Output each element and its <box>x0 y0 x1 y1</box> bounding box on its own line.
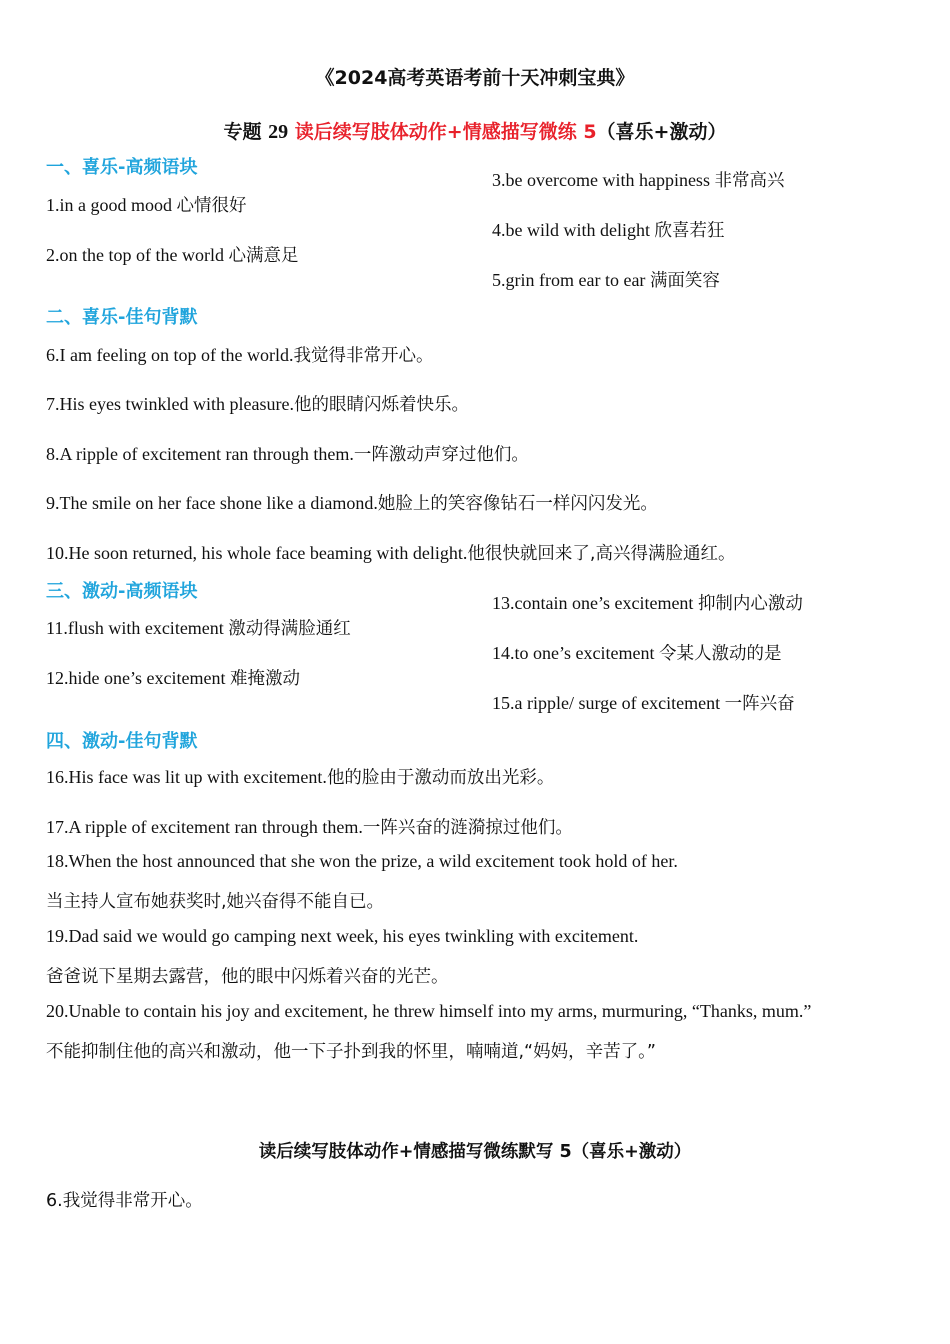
topic-suffix: （喜乐+激动） <box>596 121 727 143</box>
dictation-title: 读后续写肢体动作+情感描写微练默写 5（喜乐+激动） <box>258 1142 692 1162</box>
list-item: 8.A ripple of excitement ran through them.一阵激动声穿过他们。 <box>46 444 529 465</box>
list-item: 7.His eyes twinkled with pleasure.他的眼睛闪烁着快乐。 <box>46 394 469 415</box>
list-item-zh: 当主持人宣布她获奖时,她兴奋得不能自已。 <box>46 892 385 912</box>
topic-number: 29 <box>268 121 289 143</box>
section-heading-joy-phrases: 一、喜乐-高频语块 <box>46 157 198 178</box>
page-title: 《2024高考英语考前十天冲刺宝典》 <box>315 67 635 89</box>
list-item: 9.The smile on her face shone like a diamond.她脸上的笑容像钻石一样闪闪发光。 <box>46 493 658 514</box>
list-item: 13.contain one’s excitement 抑制内心激动 <box>492 593 803 614</box>
list-item: 12.hide one’s excitement 难掩激动 <box>46 668 300 689</box>
list-item: 15.a ripple/ surge of excitement 一阵兴奋 <box>492 693 795 714</box>
list-item: 2.on the top of the world 心满意足 <box>46 245 299 266</box>
list-item: 5.grin from ear to ear 满面笑容 <box>492 270 720 291</box>
section-heading-excitement-phrases: 三、激动-高频语块 <box>46 581 198 602</box>
list-item: 17.A ripple of excitement ran through them.一阵兴奋的涟漪掠过他们。 <box>46 817 573 838</box>
dictation-item: 6.我觉得非常开心。 <box>46 1191 203 1211</box>
topic-prefix: 专题 <box>223 121 262 143</box>
list-item-zh: 不能抑制住他的高兴和激动，他一下子扑到我的怀里，喃喃道,“妈妈，辛苦了。” <box>46 1042 656 1062</box>
list-item: 16.His face was lit up with excitement.他的脸由于激动而放出光彩。 <box>46 767 555 788</box>
list-item: 10.He soon returned, his whole face beaming with delight.他很快就回来了,高兴得满脸通红。 <box>46 543 736 564</box>
list-item: 3.be overcome with happiness 非常高兴 <box>492 170 785 191</box>
list-item-en: 18.When the host announced that she won the prize, a wild excitement took hold of her. <box>46 851 678 871</box>
list-item: 1.in a good mood 心情很好 <box>46 195 247 216</box>
list-item: 11.flush with excitement 激动得满脸通红 <box>46 618 351 639</box>
list-item: 6.I am feeling on top of the world.我觉得非常开心。 <box>46 345 434 366</box>
list-item-en: 19.Dad said we would go camping next week, his eyes twinkling with excitement. <box>46 926 639 946</box>
list-item: 4.be wild with delight 欣喜若狂 <box>492 220 725 241</box>
list-item: 14.to one’s excitement 令某人激动的是 <box>492 643 782 664</box>
topic-red-title: 读后续写肢体动作+情感描写微练 5 <box>294 121 597 143</box>
list-item-en: 20.Unable to contain his joy and excitement, he threw himself into my arms, murmuring, “Thanks, mum.” <box>46 1001 812 1021</box>
section-heading-excitement-sentences: 四、激动-佳句背默 <box>46 731 198 752</box>
section-heading-joy-sentences: 二、喜乐-佳句背默 <box>46 307 198 328</box>
topic-heading <box>0 117 950 144</box>
list-item-zh: 爸爸说下星期去露营，他的眼中闪烁着兴奋的光芒。 <box>46 967 449 987</box>
